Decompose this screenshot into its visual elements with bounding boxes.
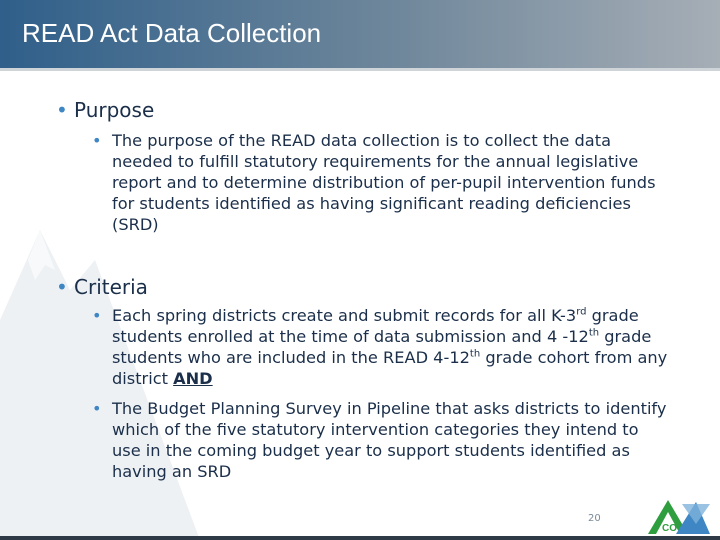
criteria-item-1-text: Each spring districts create and submit records for all K-3rd grade students enrolled at the time of data submission and 4 -12th grade students who are included in the READ 4-12th grade cohort from any district AND (112, 306, 668, 388)
criteria-item-1 (92, 305, 672, 389)
purpose-text-item (92, 130, 672, 235)
bullet-icon: • (92, 306, 102, 325)
slide-title: READ Act Data Collection (22, 18, 322, 48)
colorado-logo-icon (648, 494, 710, 534)
criteria-item-2-text: The Budget Planning Survey in Pipeline that asks districts to identify which of the five statutory intervention categories they intend to use in the coming budget year to support students identified as having an SRD (112, 399, 667, 481)
svg-text:CO: CO (662, 523, 677, 534)
bullet-icon: • (56, 98, 68, 122)
purpose-text: The purpose of the READ data collection is to collect the data needed to fulfill statutory requirements for the annual legislative report and to determine distribution of per-pupil intervention funds for students identified as having significant reading deficiencies (SRD) (112, 131, 656, 234)
emphasis-and: AND (173, 369, 213, 388)
bottom-divider (0, 536, 720, 540)
criteria-item-2 (92, 398, 672, 482)
bullet-icon: • (92, 131, 102, 150)
bullet-icon: • (92, 399, 102, 418)
page-number: 20 (588, 513, 601, 524)
bullet-criteria (56, 275, 148, 299)
purpose-heading: Purpose (74, 98, 155, 122)
criteria-heading: Criteria (74, 275, 148, 299)
bullet-icon: • (56, 275, 68, 299)
bullet-purpose (56, 98, 154, 122)
